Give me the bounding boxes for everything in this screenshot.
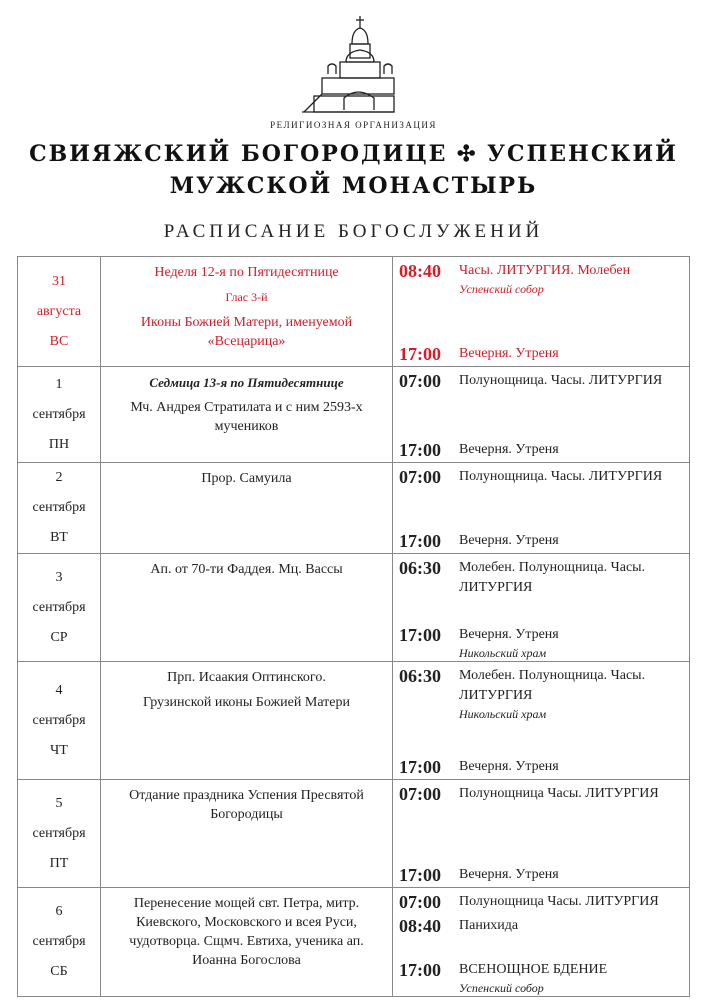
date-cell: [18, 554, 101, 662]
service-time: 07:00: [399, 467, 441, 487]
service-name: Панихида: [459, 918, 519, 933]
feast-text: Иконы Божией Матери, именуемой «Всецарица»: [140, 315, 353, 349]
service-name: Полунощница Часы. ЛИТУРГИЯ: [459, 786, 659, 801]
service-item: [399, 914, 683, 938]
service-item: [399, 623, 683, 661]
feast-cell: [101, 367, 393, 463]
schedule-row: [18, 662, 690, 780]
feast-cell: [101, 888, 393, 997]
service-item: [399, 465, 683, 489]
weekday: СБ: [50, 964, 68, 979]
month: сентября: [32, 500, 86, 515]
month: сентября: [32, 599, 86, 615]
date-cell: [18, 888, 101, 997]
service-time: 06:30: [399, 666, 441, 686]
date-cell: [18, 463, 101, 554]
service-time: 08:40: [399, 916, 441, 936]
service-name: ВСЕНОЩНОЕ БДЕНИЕ: [459, 962, 608, 977]
service-name: Полунощница Часы. ЛИТУРГИЯ: [459, 894, 659, 909]
service-name: Вечерня. Утреня: [459, 346, 559, 361]
service-item: [399, 556, 683, 598]
date-cell: [18, 257, 101, 367]
service-item: [399, 259, 683, 297]
month: сентября: [32, 825, 86, 841]
schedule-row: [18, 554, 690, 662]
day-number: 2: [55, 470, 63, 485]
date-cell: [18, 367, 101, 463]
service-time: 17:00: [399, 531, 441, 551]
service-item: [399, 438, 683, 462]
feast-cell: [101, 554, 393, 662]
date-cell: [18, 662, 101, 780]
weekday: СР: [50, 629, 68, 645]
service-item: [399, 782, 683, 806]
service-name: Вечерня. Утреня: [459, 442, 559, 457]
schedule-row: [18, 463, 690, 554]
weekday: ПН: [48, 436, 70, 452]
services-cell: [393, 780, 690, 888]
feast-cell: [101, 463, 393, 554]
month: сентября: [32, 934, 86, 949]
service-time: 17:00: [399, 865, 441, 885]
service-item: [399, 529, 683, 553]
feast-text: Мч. Андрея Стратилата и с ним 2593-х мучеников: [130, 400, 363, 434]
day-number: 1: [55, 376, 63, 392]
feast-text: Прор. Самуила: [201, 471, 292, 486]
day-number: 4: [55, 682, 63, 698]
service-location: Успенский собор: [459, 282, 544, 296]
schedule-row: [18, 367, 690, 463]
feast-text: Прп. Исаакия Оптинского.: [167, 670, 326, 685]
service-time: 17:00: [399, 440, 441, 460]
service-location: Успенский собор: [459, 981, 544, 995]
month: сентября: [32, 406, 86, 422]
feast-cell: [101, 662, 393, 780]
service-location: Никольский храм: [459, 707, 547, 721]
feast-text: Грузинской иконы Божией Матери: [142, 695, 350, 710]
weekday: ВС: [49, 333, 69, 349]
schedule-title: РАСПИСАНИЕ БОГОСЛУЖЕНИЙ: [163, 221, 544, 242]
feast-cell: [101, 257, 393, 367]
feast-text: Ап. от 70-ти Фаддея. Мц. Вассы: [150, 562, 343, 577]
feast-text: Глас 3-й: [225, 290, 268, 304]
services-cell: [393, 367, 690, 463]
service-item: [399, 369, 683, 393]
feast-text: Седмица 13-я по Пятидесятнице: [149, 375, 344, 390]
service-time: 06:30: [399, 558, 441, 578]
service-item: [399, 958, 683, 996]
services-cell: [393, 257, 690, 367]
service-item: [399, 664, 683, 722]
month: августа: [36, 303, 82, 319]
service-name: Часы. ЛИТУРГИЯ. Молебен: [459, 263, 631, 278]
services-cell: [393, 888, 690, 997]
weekday: ЧТ: [50, 742, 68, 758]
service-name: Вечерня. Утреня: [459, 867, 559, 882]
service-name: Вечерня. Утреня: [459, 759, 559, 774]
feast-text: Неделя 12-я по Пятидесятнице: [154, 265, 339, 280]
service-name: Молебен. Полунощница. Часы. ЛИТУРГИЯ: [459, 668, 646, 703]
day-number: 31: [52, 273, 66, 289]
day-number: 5: [55, 795, 63, 811]
month: сентября: [32, 712, 86, 728]
service-item: [399, 755, 683, 779]
service-time: 08:40: [399, 261, 441, 281]
monastery-logo-icon: [300, 14, 396, 118]
schedule-table: [17, 256, 690, 997]
day-number: 6: [55, 904, 63, 919]
schedule-row: [18, 780, 690, 888]
feast-cell: [101, 780, 393, 888]
service-time: 07:00: [399, 371, 441, 391]
service-time: 07:00: [399, 892, 441, 912]
monastery-name-line1: СВИЯЖСКИЙ БОГОРОДИЦЕ ✣ УСПЕНСКИЙ: [29, 141, 678, 167]
service-name: Полунощница. Часы. ЛИТУРГИЯ: [459, 373, 663, 388]
services-cell: [393, 662, 690, 780]
service-time: 17:00: [399, 344, 441, 364]
service-time: 17:00: [399, 960, 441, 980]
day-number: 3: [55, 569, 63, 585]
service-time: 07:00: [399, 784, 441, 804]
date-cell: [18, 780, 101, 888]
feast-text: Перенесение мощей свт. Петра, митр. Киевского, Московского и всея Руси, чудотворца. Сщмч. Евтиха, ученика ап. Иоанна Богослова: [129, 896, 364, 968]
schedule-row: [18, 888, 690, 997]
feast-text: Отдание праздника Успения Пресвятой Богородицы: [129, 788, 364, 822]
service-name: Полунощница. Часы. ЛИТУРГИЯ: [459, 469, 663, 484]
weekday: ВТ: [50, 530, 68, 545]
schedule-row: [18, 257, 690, 367]
service-name: Молебен. Полунощница. Часы. ЛИТУРГИЯ: [459, 560, 646, 595]
service-item: [399, 890, 683, 914]
organization-label: РЕЛИГИОЗНАЯ ОРГАНИЗАЦИЯ: [270, 120, 437, 130]
services-cell: [393, 554, 690, 662]
monastery-name-line2: МУЖСКОЙ МОНАСТЫРЬ: [169, 173, 538, 199]
service-time: 17:00: [399, 625, 441, 645]
service-name: Вечерня. Утреня: [459, 533, 559, 548]
service-item: [399, 342, 683, 366]
service-name: Вечерня. Утреня: [459, 627, 559, 642]
weekday: ПТ: [49, 855, 69, 871]
service-location: Никольский храм: [459, 646, 547, 660]
service-time: 17:00: [399, 757, 441, 777]
service-item: [399, 863, 683, 887]
services-cell: [393, 463, 690, 554]
